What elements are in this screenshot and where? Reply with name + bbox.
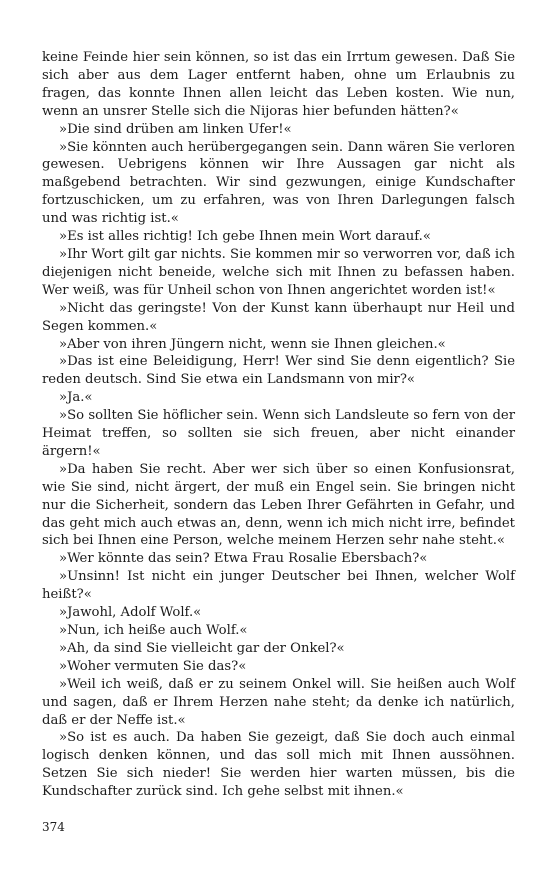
paragraph-7: »Aber von ihren Jüngern nicht, wenn sie Ihnen gleichen.« (59, 336, 446, 352)
paragraph-2: »Die sind drüben am linken Ufer!« (59, 121, 292, 137)
paragraph-8: »Das ist eine Beleidigung, Herr! Wer sind Sie denn eigentlich? Sie reden deutsch. Sind Sie etwa ein Landsmann von mir?« (42, 354, 515, 388)
paragraph-6: »Nicht das geringste! Von der Kunst kann überhaupt nur Heil und Segen kommen.« (42, 300, 515, 334)
paragraph-19: »So ist es auch. Da haben Sie gezeigt, daß Sie doch auch einmal logisch denken können, und das soll mich mit Ihnen aussöhnen. Setzen Sie sich nieder! Sie werden hier warten müssen, bis die Kundschafter zurück sind. Ich gehe selbst mit ihnen.« (42, 730, 515, 800)
paragraph-15: »Nun, ich heiße auch Wolf.« (59, 623, 248, 638)
page-text (42, 49, 515, 801)
page-number: 374 (42, 820, 65, 834)
paragraph-11: »Da haben Sie recht. Aber wer sich über so einen Konfusionsrat, wie Sie sind, nicht ärgert, der muß ein Engel sein. Sie bringen nicht nur die Sicherheit, sondern das Leben Ihrer Gefährten in Gefahr, und das geht mich auch etwas an, denn, wenn ich mich nicht irre, befindet sich bei Ihnen eine Person, welche meinem Herzen sehr nahe steht.« (42, 461, 515, 549)
paragraph-1: keine Feinde hier sein können, so ist das ein Irrtum gewesen. Daß Sie sich aber aus dem Lager entfernt haben, ohne um Erlaubnis zu fragen, das konnte Ihnen allen leicht das Leben kosten. Wie nun, wenn an unsrer Stelle sich die Nijoras hier befunden hätten?« (42, 50, 515, 119)
paragraph-14: »Jawohl, Adolf Wolf.« (59, 605, 202, 621)
paragraph-17: »Woher vermuten Sie das?« (59, 658, 247, 674)
paragraph-16: »Ah, da sind Sie vielleicht gar der Onkel?« (59, 640, 345, 656)
paragraph-9: »Ja.« (59, 390, 93, 406)
paragraph-12: »Wer könnte das sein? Etwa Frau Rosalie Ebersbach?« (59, 551, 428, 567)
paragraph-4: »Es ist alles richtig! Ich gebe Ihnen mein Wort darauf.« (59, 229, 431, 245)
paragraph-18: »Weil ich weiß, daß er zu seinem Onkel will. Sie heißen auch Wolf und sagen, daß er Ihrem Herzen nahe steht; da denke ich natürlich, daß er der Neffe ist.« (42, 676, 515, 728)
paragraph-13: »Unsinn! Ist nicht ein junger Deutscher bei Ihnen, welcher Wolf heißt?« (42, 569, 515, 603)
paragraph-5: »Ihr Wort gilt gar nichts. Sie kommen mir so verworren vor, daß ich diejenigen nicht beneide, welche sich mit Ihnen zu befassen haben. Wer weiß, was für Unheil schon von Ihnen angerichtet worden ist!« (42, 246, 515, 298)
paragraph-3: »Sie könnten auch herübergegangen sein. Dann wären Sie verloren gewesen. Uebrigens können wir Ihre Aussagen gar nicht als maßgebend betrachten. Wir sind gezwungen, einige Kundschafter fortzuschicken, um zu erfahren, was von Ihren Darlegungen falsch und was richtig ist.« (42, 139, 515, 227)
paragraph-10: »So sollten Sie höflicher sein. Wenn sich Landsleute so fern von der Heimat treffen, so sollten sie sich freuen, aber nicht einander ärgern!« (42, 408, 515, 459)
